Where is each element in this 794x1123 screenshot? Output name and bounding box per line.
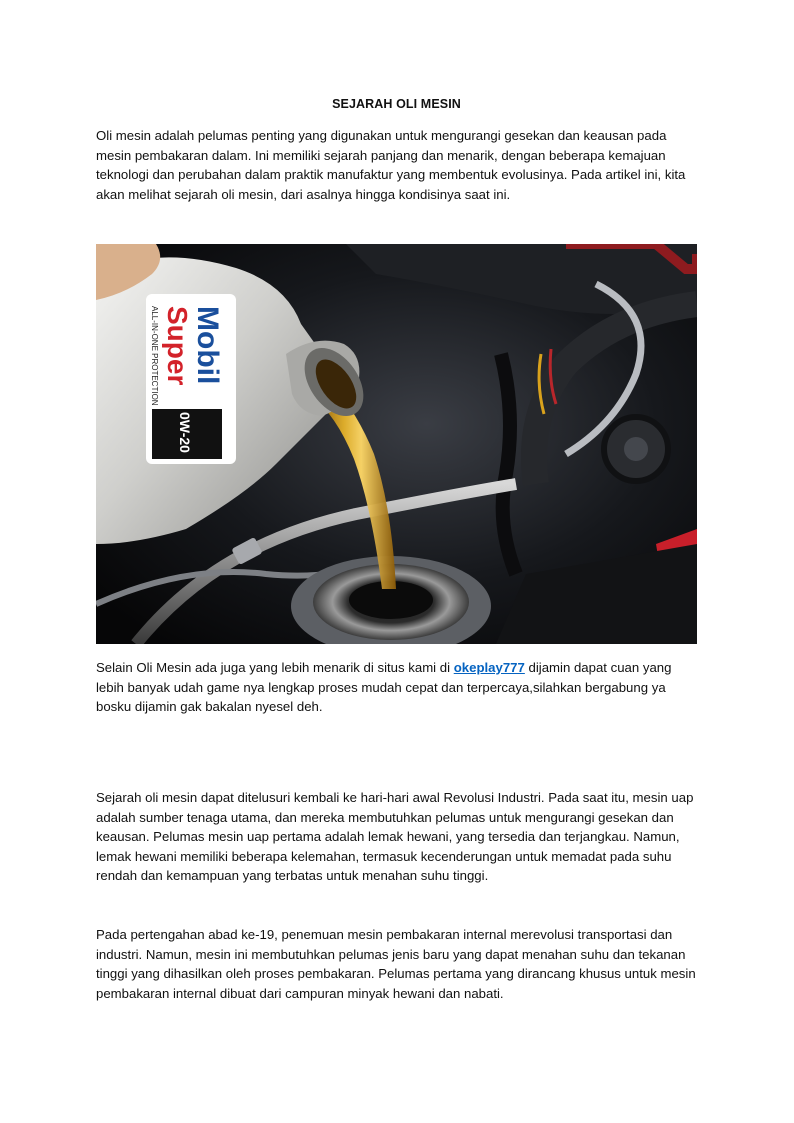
promo-text-after: dijamin dapat cuan yang lebih banyak udah game nya lengkap proses mudah cepat dan terpercaya,silahkan bergabung ya bosku dijamin gak bakalan nyesel deh. [96, 660, 672, 714]
label-brand: Mobil [191, 306, 224, 385]
oil-pouring-photo [96, 244, 697, 644]
document-title: SEJARAH OLI MESIN [332, 97, 461, 111]
intro-paragraph: Oli mesin adalah pelumas penting yang digunakan untuk mengurangi gesekan dan keausan pada mesin pembakaran dalam. Ini memiliki sejarah panjang dan menarik, dengan beberapa kemajuan teknologi dan perubahan dalam praktik manufaktur yang membentuk evolusinya. Pada artikel ini, kita akan melihat sejarah oli mesin, dari asalnya hingga kondisinya saat ini. [96, 128, 686, 202]
label-grade: 0W-20 [177, 412, 193, 453]
bottle-label [146, 294, 236, 464]
history-paragraph-1: Sejarah oli mesin dapat ditelusuri kembali ke hari-hari awal Revolusi Industri. Pada saat itu, mesin uap adalah sumber tenaga utama, dan mereka membutuhkan pelumas untuk mengurangi gesekan dan keausan. Pelumas mesin uap pertama adalah lemak hewani, yang tersedia dan terjangkau. Namun, lemak hewani memiliki beberapa kelemahan, termasuk kecenderungan untuk memadat pada suhu rendah dan kemampuan yang terbatas untuk menahan suhu tinggi. [96, 790, 694, 883]
history-paragraph-2: Pada pertengahan abad ke-19, penemuan mesin pembakaran internal merevolusi transportasi dan industri. Namun, mesin ini membutuhkan pelumas jenis baru yang dapat menahan suhu dan tekanan tinggi yang dihasilkan oleh proses pembakaran. Pelumas pertama yang dirancang khusus untuk mesin pembakaran internal dibuat dari campuran minyak hewani dan nabati. [96, 927, 696, 1001]
sensor-cap-center [624, 437, 648, 461]
promo-text-before: Selain Oli Mesin ada juga yang lebih menarik di situs kami di [96, 660, 454, 675]
promo-paragraph [96, 658, 697, 717]
label-product: Super [162, 306, 193, 386]
okeplay777-link[interactable]: okeplay777 [453, 660, 525, 675]
label-side-text: ALL-IN-ONE PROTECTION [150, 306, 159, 406]
